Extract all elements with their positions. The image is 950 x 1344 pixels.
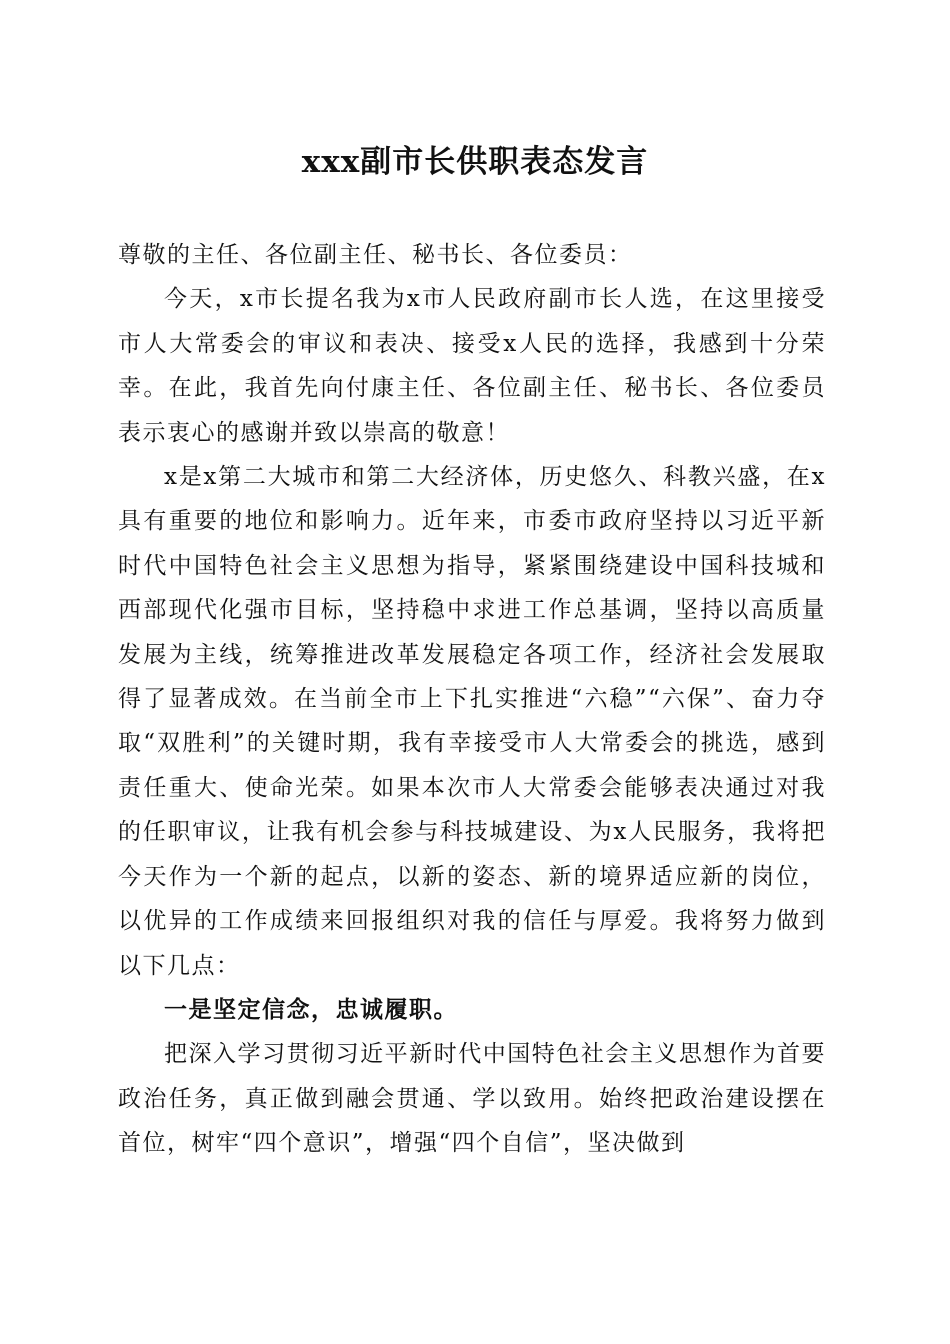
paragraph-1: 今天，x市长提名我为x市人民政府副市长人选，在这里接受市人大常委会的审议和表决、接受x人民的选择，我感到十分荣幸。在此，我首先向付康主任、各位副主任、秘书长、各位委员表示衷心的感谢并致以崇高的敬意！ <box>118 286 826 446</box>
paragraph-2: x是x第二大城市和第二大经济体，历史悠久、科教兴盛，在x具有重要的地位和影响力。近年来，市委市政府坚持以习近平新时代中国特色社会主义思想为指导，紧紧围绕建设中国科技城和西部现代化强市目标，坚持稳中求进工作总基调，坚持以高质量发展为主线，统筹推进改革发展稳定各项工作，经济社会发展取得了显著成效。在当前全市上下扎实推进“六稳”“六保”、奋力夺取“双胜利”的关键时期，我有幸接受市人大常委会的挑选，感到责任重大、使命光荣。如果本次市人大常委会能够表决通过对我的任职审议，让我有机会参与科技城建设、为x人民服务，我将把今天作为一个新的起点，以新的姿态、新的境界适应新的岗位，以优异的工作成绩来回报组织对我的信任与厚爱。我将努力做到以下几点： <box>118 464 826 979</box>
section-heading: 一是坚定信念，忠诚履职。 <box>164 995 458 1023</box>
salutation: 尊敬的主任、各位副主任、秘书长、各位委员： <box>118 242 633 268</box>
document-title: xxx副市长供职表态发言 <box>301 144 649 180</box>
document-body <box>118 233 826 1166</box>
section-paragraph: 把深入学习贯彻习近平新时代中国特色社会主义思想作为首要政治任务，真正做到融会贯通、学以致用。始终把政治建设摆在首位，树牢“四个意识”，增强“四个自信”，坚决做到 <box>118 1041 826 1157</box>
